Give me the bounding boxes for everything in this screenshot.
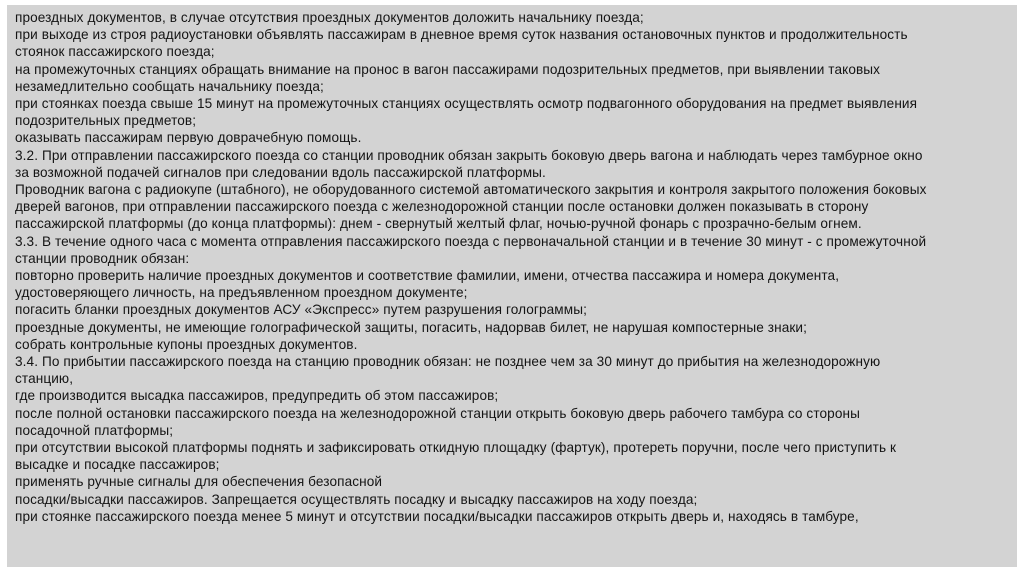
text-line: при выходе из строя радиоустановки объявлять пассажирам в дневное время суток названия остановочных пунктов и продолжительность (15, 27, 908, 43)
text-line: при стоянке пассажирского поезда менее 5 минут и отсутствии посадки/высадки пассажиров открыть дверь и, находясь в тамбуре, (15, 508, 859, 524)
text-line: оказывать пассажирам первую доврачебную помощь. (15, 130, 362, 146)
text-line: подозрительных предметов; (15, 113, 197, 129)
text-line: станцию, (15, 371, 74, 387)
text-line: стоянок пассажирского поезда; (15, 44, 215, 60)
text-line: Проводник вагона с радиокупе (штабного), не оборудованного системой автоматического закрытия и контроля закрытого положения боковых (15, 182, 927, 198)
text-line: проездные документы, не имеющие голографической защиты, погасить, надорвав билет, не нарушая компостерные знаки; (15, 319, 807, 335)
text-line: незамедлительно сообщать начальнику поезда; (15, 78, 324, 94)
text-line: посадки/высадки пассажиров. Запрещается осуществлять посадку и высадку пассажиров на ходу поезда; (15, 491, 698, 507)
text-line: за возможной подачей сигналов при следовании вдоль пассажирской платформы. (15, 164, 546, 180)
text-line: пассажирской платформы (до конца платформы): днем - свернутый желтый флаг, ночью-ручной фонарь с прозрачно-белым огнем. (15, 216, 862, 232)
text-line: при отсутствии высокой платформы поднять и зафиксировать откидную площадку (фартук), протереть поручни, после чего приступить к (15, 440, 897, 456)
text-line: 3.2. При отправлении пассажирского поезда со станции проводник обязан закрыть боковую дверь вагона и наблюдать через тамбурное окно (15, 147, 923, 163)
text-line: 3.4. По прибытии пассажирского поезда на станцию проводник обязан: не позднее чем за 30 минут до прибытия на железнодорожную (15, 354, 881, 370)
text-line: повторно проверить наличие проездных документов и соответствие фамилии, имени, отчества пассажира и номера документа, (15, 268, 840, 284)
text-line: применять ручные сигналы для обеспечения безопасной (15, 474, 383, 490)
text-line: удостоверяющего личность, на предъявленном проездном документе; (15, 285, 468, 301)
text-line: проездных документов, в случае отсутствия проездных документов доложить начальнику поезда; (15, 10, 644, 25)
text-line: собрать контрольные купоны проездных документов. (15, 336, 358, 352)
text-line: при стоянках поезда свыше 15 минут на промежуточных станциях осуществлять осмотр подвагонного оборудования на предмет выявления (15, 96, 918, 112)
text-line: посадочной платформы; (15, 422, 174, 438)
text-line: где производится высадка пассажиров, предупредить об этом пассажиров; (15, 388, 499, 404)
text-line: погасить бланки проездных документов АСУ «Экспресс» путем разрушения голограммы; (15, 302, 587, 318)
text-line: станции проводник обязан: (15, 250, 190, 266)
text-line: 3.3. В течение одного часа с момента отправления пассажирского поезда с первоначальной станции и в течение 30 минут - с промежуточной (15, 233, 927, 249)
text-line: на промежуточных станциях обращать внимание на пронос в вагон пассажирами подозрительных предметов, при выявлении таковых (15, 61, 881, 77)
text-line: высадке и посадке пассажиров; (15, 457, 220, 473)
text-panel (7, 5, 1017, 567)
text-line: после полной остановки пассажирского поезда на железнодорожной станции открыть боковую дверь рабочего тамбура со стороны (15, 405, 860, 421)
text-line: дверей вагонов, при отправлении пассажирского поезда с железнодорожной станции после остановки должен показывать в сторону (15, 199, 869, 215)
